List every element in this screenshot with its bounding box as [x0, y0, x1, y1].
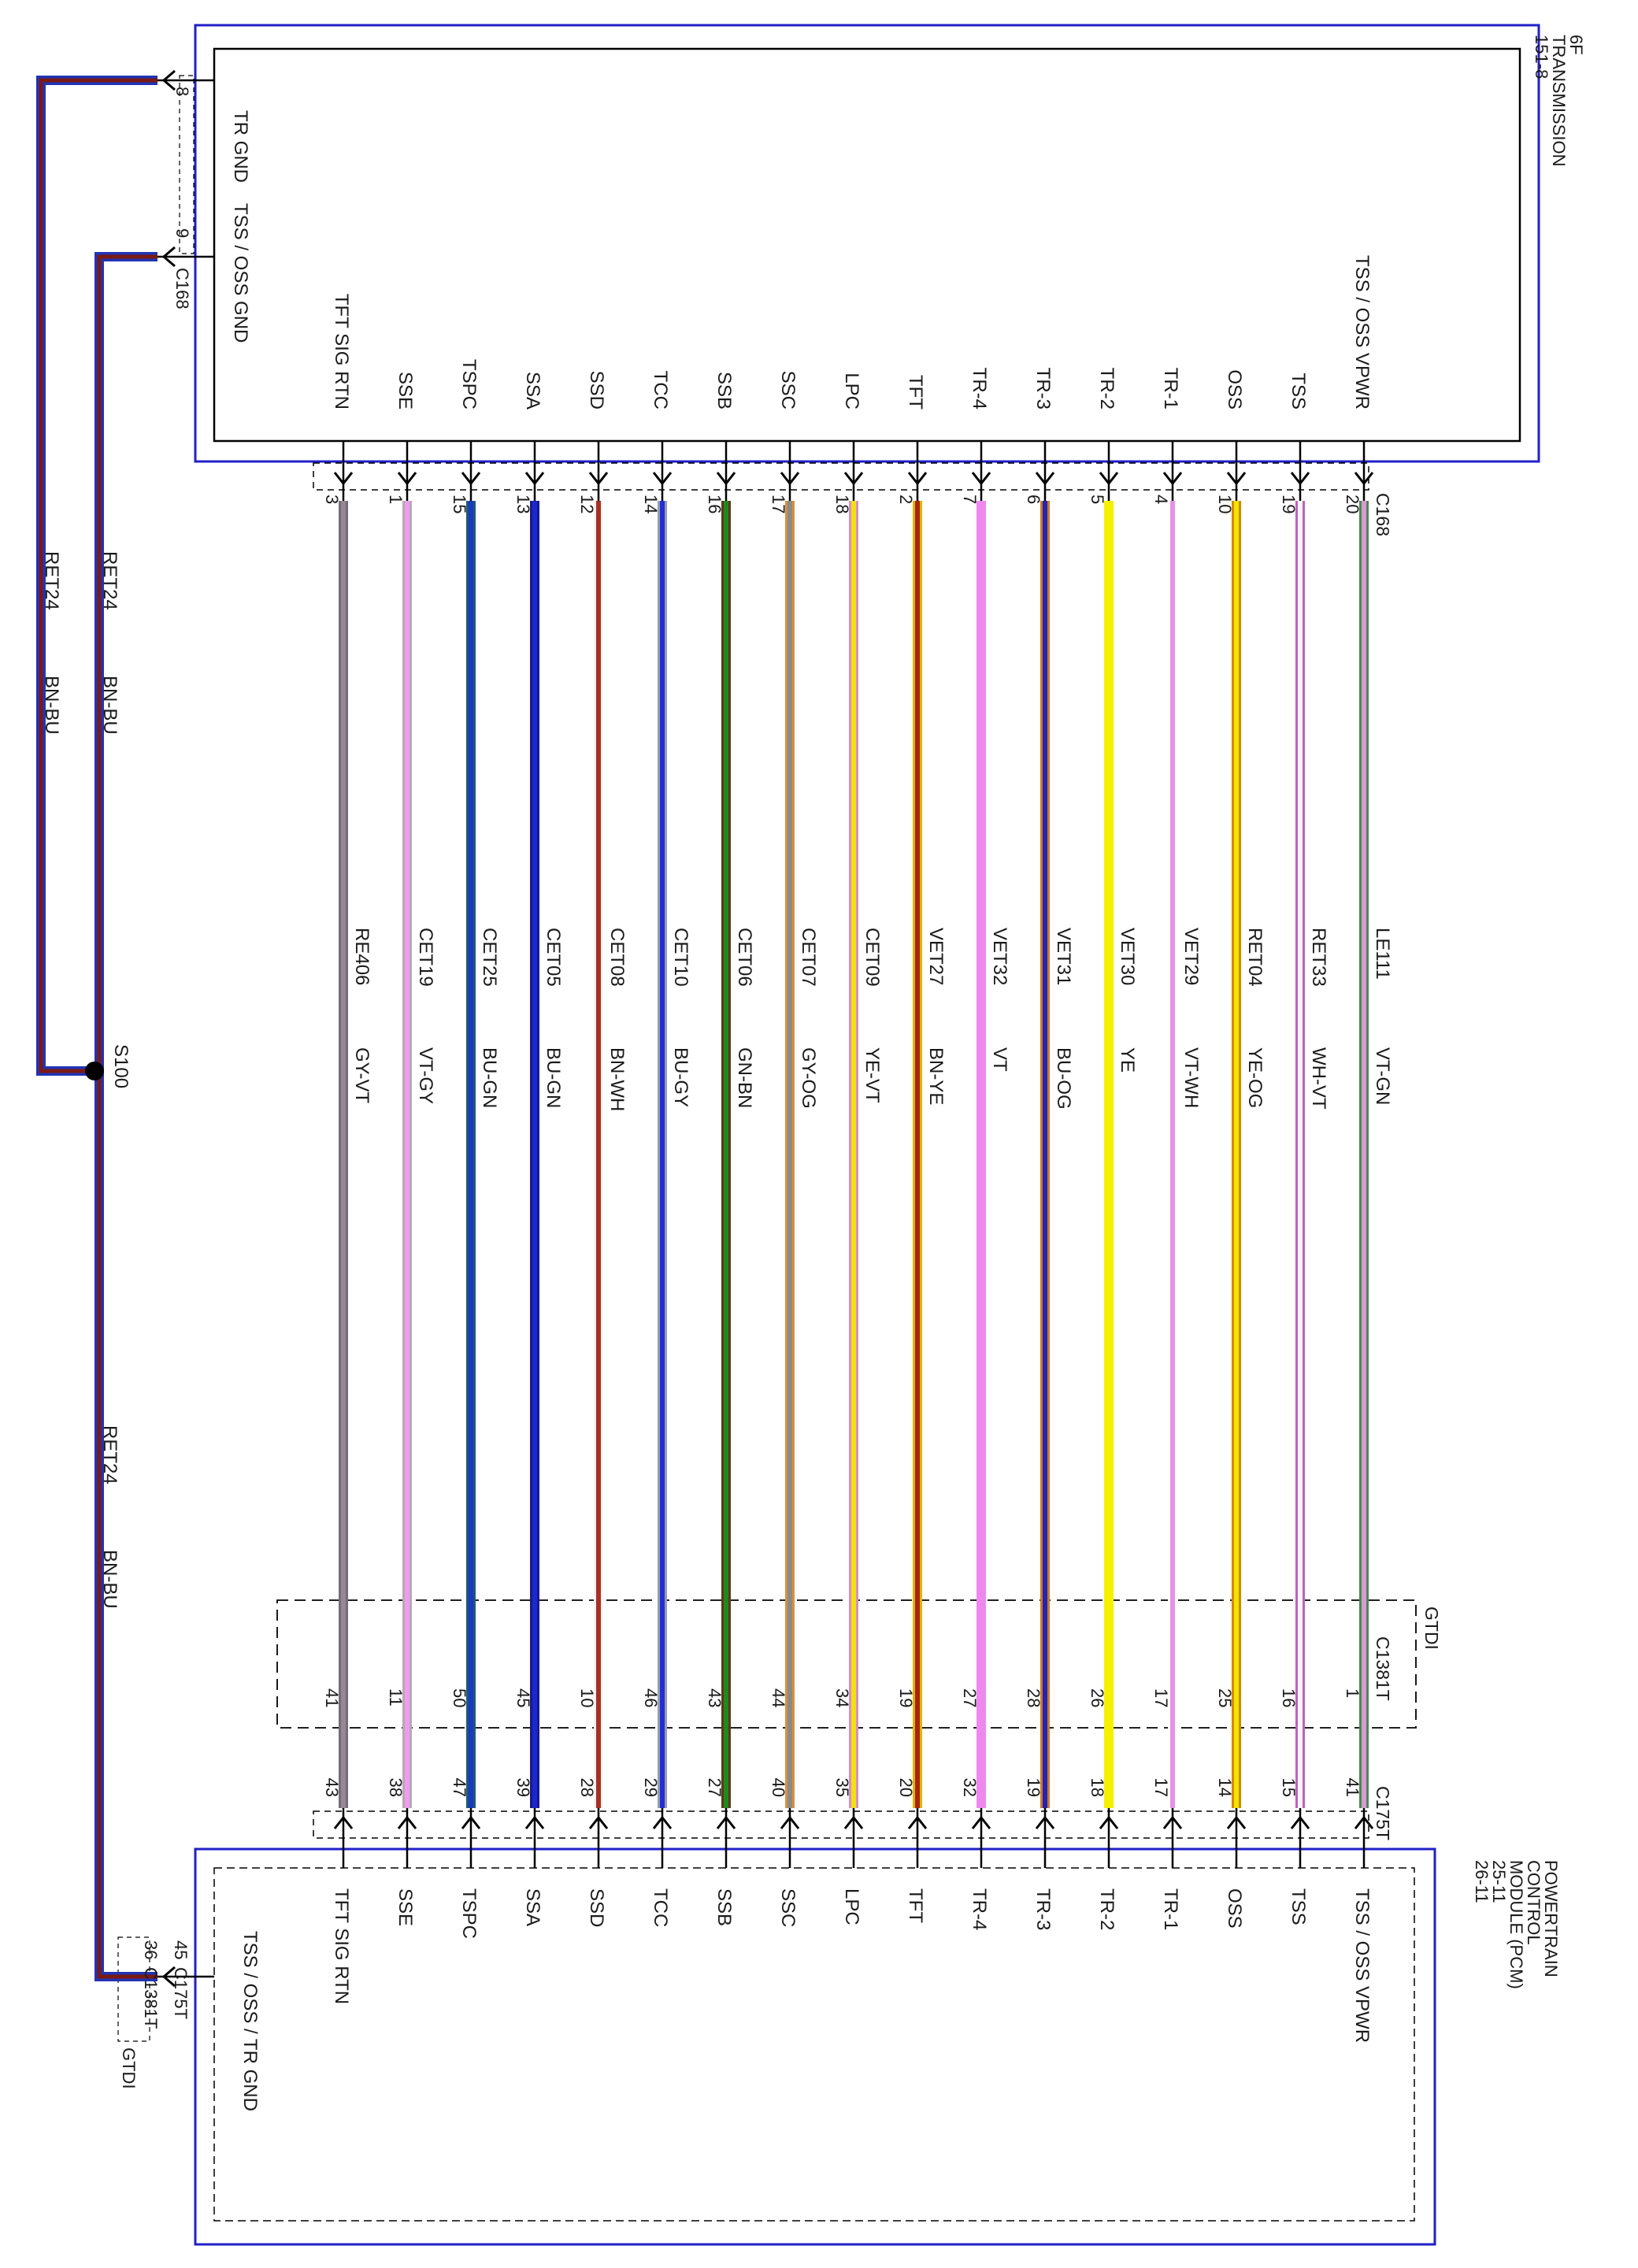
- pcm-pin-number: 28: [577, 1777, 597, 1797]
- wire-color-label: BU-GN: [543, 1047, 564, 1109]
- pcm-pin-number: 29: [641, 1777, 661, 1797]
- gtdi-pin-number: 26: [1088, 1688, 1107, 1708]
- pcm-signal-label-tr-4: TR-4: [969, 1888, 990, 1931]
- trans-pin-number: 18: [832, 495, 852, 514]
- pcm-title-line2: CONTROL: [1524, 1860, 1544, 1945]
- trans-signal-label-tft-sig-rtn: TFT SIG RTN: [331, 293, 352, 410]
- trans-signal-label-tss-oss-vpwr: TSS / OSS VPWR: [1351, 254, 1373, 410]
- gtdi-connector-outline: [277, 1600, 1416, 1728]
- trans-signal-label-sse: SSE: [395, 371, 416, 410]
- gtdi-pin-number: 50: [450, 1688, 469, 1708]
- pcm-gnd-connector-gtdi: GTDI: [119, 2048, 139, 2089]
- pcm-pin-number: 15: [1279, 1777, 1299, 1797]
- pcm-signal-label-ssb: SSB: [713, 1888, 735, 1927]
- splice-s100: [85, 1062, 104, 1080]
- gtdi-pin-number: 46: [641, 1688, 661, 1708]
- wire-color-label: WH-VT: [1308, 1047, 1329, 1110]
- gtdi-pin-number: 27: [960, 1688, 980, 1708]
- trans-signal-label-ssc: SSC: [777, 370, 799, 410]
- pcm-signal-label-ssd: SSD: [586, 1888, 607, 1928]
- circuit-id-label: CET07: [798, 928, 819, 987]
- pcm-title-line4: 25-11: [1489, 1860, 1509, 1903]
- pcm-pin-number: 43: [322, 1777, 342, 1797]
- trans-pin-number: 19: [1279, 495, 1299, 514]
- trans-signal-label-ssb: SSB: [713, 371, 735, 410]
- pcm-pin-number: 47: [450, 1777, 469, 1797]
- wire-color-label: BN-YE: [925, 1047, 947, 1106]
- trans-signal-label-tss: TSS: [1288, 372, 1309, 410]
- wire-color-label: VT-GN: [1372, 1047, 1393, 1106]
- pcm-signal-label-ssa: SSA: [522, 1888, 543, 1927]
- transmission-title-line1: 6F: [1566, 35, 1586, 55]
- gtdi-pin-number: 45: [513, 1688, 533, 1708]
- pcm-signal-label-tft-sig-rtn: TFT SIG RTN: [331, 1888, 352, 2005]
- gtdi-pin-number: 17: [1151, 1688, 1171, 1708]
- transmission-title-line2: TRANSMISSION: [1549, 35, 1569, 167]
- trans-ground-dashed-outline: [180, 76, 194, 254]
- circuit-id-label: CET05: [543, 928, 564, 987]
- trans-signal-label-tr-2: TR-2: [1096, 367, 1117, 410]
- trans-signal-label-oss: OSS: [1224, 369, 1245, 410]
- pcm-pin-number: 40: [769, 1777, 788, 1797]
- pcm-pin-number: 14: [1215, 1777, 1235, 1797]
- wire-color-label: YE-VT: [862, 1047, 883, 1103]
- trans-signal-label-ssa: SSA: [522, 371, 543, 410]
- trans-signal-label-tft: TFT: [905, 375, 926, 410]
- gtdi-pin-number: 44: [769, 1688, 788, 1708]
- trans-pin-number: 12: [577, 495, 597, 514]
- ground-circuit-label-lower: RET24: [99, 1425, 120, 1484]
- gtdi-pin-number: 1: [1343, 1688, 1362, 1699]
- circuit-id-label: CET25: [479, 928, 500, 987]
- gtdi-pin-number: 41: [322, 1688, 342, 1708]
- pcm-signal-label-tss: TSS: [1288, 1888, 1309, 1925]
- pcm-title-line5: 26-11: [1472, 1860, 1492, 1903]
- wire-color-label: VT-GY: [415, 1047, 436, 1105]
- trans-gnd-connector-label: C168: [172, 268, 192, 309]
- ground-color-label-lower: BN-BU: [99, 1550, 120, 1609]
- pcm-gnd-pin-c175t: 45: [171, 1940, 191, 1960]
- pcm-pin-number: 41: [1343, 1777, 1362, 1797]
- signal-circuits: [322, 255, 1393, 2043]
- trans-signal-label-tspc: TSPC: [458, 358, 480, 410]
- trans-pin-number: 2: [896, 495, 916, 505]
- circuit-id-label: RET33: [1308, 928, 1329, 987]
- gtdi-pin-number: 28: [1024, 1688, 1043, 1708]
- ground-wire-tss-oss: [99, 257, 158, 1977]
- wire-color-label: YE-OG: [1244, 1047, 1266, 1109]
- gtdi-pin-number: 19: [896, 1688, 916, 1708]
- trans-signal-label-tr-4: TR-4: [969, 367, 990, 410]
- trans-pin-number: 7: [960, 495, 980, 505]
- trans-signal-label-lpc: LPC: [841, 372, 862, 410]
- pcm-signal-label-tcc: TCC: [650, 1888, 671, 1928]
- gtdi-label: GTDI: [1421, 1606, 1442, 1650]
- pcm-pin-number: 39: [513, 1777, 533, 1797]
- pcm-pin-number: 18: [1088, 1777, 1107, 1797]
- trans-pin-number: 20: [1343, 495, 1362, 514]
- transmission-title-line3: 151-8: [1532, 35, 1551, 80]
- gtdi-pin-number: 43: [705, 1688, 724, 1708]
- gtdi-pin-number: 11: [386, 1688, 406, 1707]
- trans-pin-number: 1: [386, 495, 406, 505]
- ground-circuit-label-left: RET24: [41, 551, 62, 610]
- pcm-gnd-connector-c1381t: C1381T: [141, 1967, 161, 2029]
- circuit-id-label: LE111: [1372, 928, 1393, 980]
- trans-pin-number: 6: [1024, 495, 1043, 505]
- pcm-signal-label-tr-2: TR-2: [1096, 1888, 1117, 1931]
- tr-gnd-pin-number: 8: [172, 87, 192, 97]
- trans-pin-number: 16: [705, 495, 724, 514]
- trans-pin-number: 4: [1151, 495, 1171, 505]
- tss-oss-gnd-pin-number: 9: [172, 228, 192, 239]
- tr-gnd-label: TR GND: [230, 110, 251, 183]
- pcm-gnd-connector-c175t: C175T: [171, 1967, 191, 2020]
- pcm-signal-label-tspc: TSPC: [458, 1888, 480, 1940]
- pcm-pin-number: 35: [832, 1777, 852, 1797]
- wire-color-label: BU-GN: [479, 1047, 500, 1109]
- pcm-outer-border: [195, 1849, 1435, 2244]
- c168-connector-label: C168: [1373, 493, 1393, 536]
- trans-signal-label-tr-1: TR-1: [1160, 367, 1181, 410]
- pcm-gnd-label: TSS / OSS / TR GND: [239, 1931, 261, 2111]
- circuit-id-label: RE406: [351, 928, 372, 986]
- pcm-signal-label-lpc: LPC: [841, 1888, 862, 1925]
- wire-color-label: BU-GY: [670, 1047, 691, 1108]
- trans-pin-number: 15: [450, 495, 469, 514]
- trans-pin-number: 10: [1215, 495, 1235, 514]
- pcm-signal-label-oss: OSS: [1224, 1888, 1245, 1929]
- pcm-title-line1: POWERTRAIN: [1541, 1860, 1561, 1977]
- wire-color-label: VT-WH: [1180, 1047, 1202, 1109]
- pcm-pin-number: 19: [1024, 1777, 1043, 1797]
- ground-circuit: [41, 71, 261, 2111]
- pcm-signal-label-ssc: SSC: [777, 1888, 799, 1928]
- pcm-pin-number: 32: [960, 1777, 980, 1797]
- pcm-pin-number: 20: [896, 1777, 916, 1797]
- trans-signal-label-tr-3: TR-3: [1032, 367, 1054, 410]
- tss-oss-gnd-label: TSS / OSS GND: [230, 203, 251, 343]
- circuit-id-label: CET09: [862, 928, 883, 987]
- pcm-signal-label-tss-oss-vpwr: TSS / OSS VPWR: [1351, 1888, 1373, 2044]
- c175t-connector-label: C175T: [1373, 1786, 1393, 1841]
- ground-circuit-label-upper: RET24: [99, 551, 120, 610]
- trans-pin-number: 14: [641, 495, 661, 514]
- pcm-gnd-pin-c1381t: 36: [141, 1940, 161, 1960]
- circuit-id-label: VET31: [1053, 928, 1074, 986]
- gtdi-pin-number: 34: [832, 1688, 852, 1708]
- circuit-id-label: VET29: [1180, 928, 1202, 986]
- circuit-id-label: VET32: [989, 928, 1010, 986]
- pcm-pin-number: 17: [1151, 1777, 1171, 1797]
- wire-color-label: BU-OG: [1053, 1047, 1074, 1110]
- ground-color-label-left: BN-BU: [41, 676, 62, 735]
- circuit-id-label: RET04: [1244, 928, 1266, 987]
- circuit-id-label: CET06: [734, 928, 755, 987]
- wire-color-label: YE: [1117, 1047, 1138, 1073]
- trans-pin-number: 3: [322, 495, 342, 505]
- wire-color-label: GY-OG: [798, 1047, 819, 1109]
- trans-pin-number: 5: [1088, 495, 1107, 505]
- circuit-id-label: CET19: [415, 928, 436, 987]
- circuit-id-label: VET30: [1117, 928, 1138, 986]
- gtdi-pin-number: 10: [577, 1688, 597, 1708]
- splice-s100-label: S100: [110, 1044, 132, 1089]
- trans-pin-number: 17: [769, 495, 788, 514]
- gtdi-c1381t-label: C1381T: [1373, 1636, 1393, 1701]
- circuit-id-label: CET10: [670, 928, 691, 987]
- gtdi-pin-number: 16: [1279, 1688, 1299, 1708]
- trans-signal-label-ssd: SSD: [586, 370, 607, 410]
- circuit-id-label: VET27: [925, 928, 947, 986]
- wire-color-label: VT: [989, 1047, 1010, 1072]
- pcm-signal-label-tr-1: TR-1: [1160, 1888, 1181, 1931]
- ground-color-label-upper: BN-BU: [99, 676, 120, 735]
- trans-pin-number: 13: [513, 495, 533, 514]
- pcm-signal-label-tr-3: TR-3: [1032, 1888, 1054, 1931]
- pcm-signal-label-tft: TFT: [905, 1888, 926, 1923]
- pcm-pin-number: 38: [386, 1777, 406, 1797]
- pcm-pin-number: 27: [705, 1777, 724, 1797]
- pcm-title-line3: MODULE (PCM): [1506, 1860, 1526, 1989]
- wire-color-label: GY-VT: [351, 1047, 372, 1104]
- circuit-id-label: CET08: [606, 928, 628, 987]
- pcm-signal-label-sse: SSE: [395, 1888, 416, 1927]
- trans-signal-label-tcc: TCC: [650, 370, 671, 410]
- wire-color-label: GN-BN: [734, 1047, 755, 1109]
- gtdi-pin-number: 25: [1215, 1688, 1235, 1708]
- wire-color-label: BN-WH: [606, 1047, 628, 1112]
